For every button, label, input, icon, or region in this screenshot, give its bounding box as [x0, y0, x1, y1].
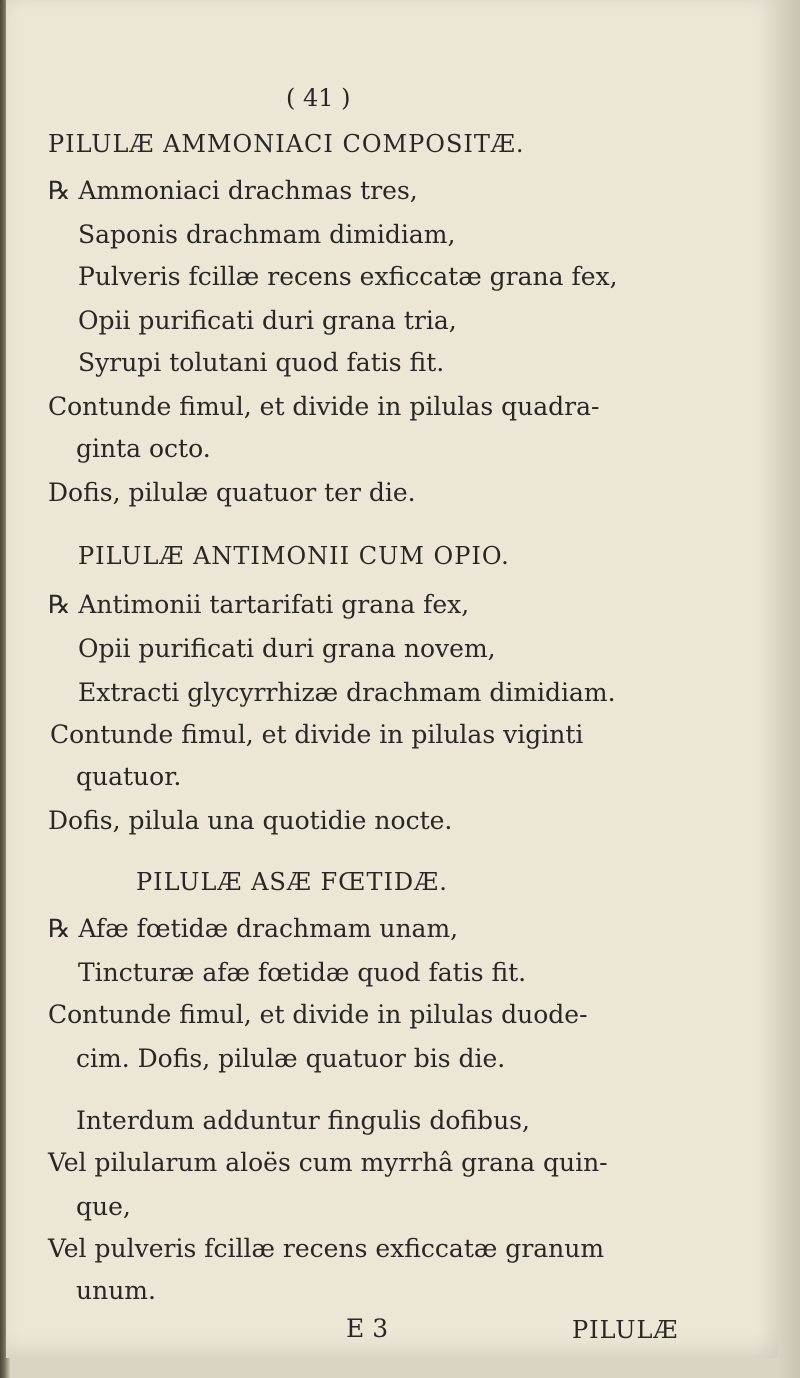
- recipe-line: Vel pilularum aloës cum myrrhâ grana quin-: [48, 1148, 608, 1177]
- recipe-line: Syrupi tolutani quod fatis fit.: [78, 348, 445, 377]
- recipe-line: Vel pulveris fcillæ recens exficcatæ granum: [48, 1234, 605, 1263]
- recipe-line: cim. Dofis, pilulæ quatuor bis die.: [76, 1044, 506, 1073]
- signature-mark: E 3: [346, 1314, 389, 1343]
- recipe-line: Dofis, pilula una quotidie nocte.: [48, 806, 453, 835]
- section-title-ammoniaci: PILULÆ AMMONIACI COMPOSITÆ.: [48, 130, 525, 158]
- recipe-line: Dofis, pilulæ quatuor ter die.: [48, 478, 416, 507]
- recipe-line: Pulveris fcillæ recens exficcatæ grana fex,: [78, 262, 618, 291]
- recipe-line: que,: [76, 1192, 131, 1221]
- recipe-line: Opii purificati duri grana novem,: [78, 634, 496, 663]
- recipe-line: Opii purificati duri grana tria,: [78, 306, 457, 335]
- page-edge: [778, 0, 800, 1378]
- recipe-line: Interdum adduntur fingulis dofibus,: [76, 1106, 530, 1135]
- recipe-line: Saponis drachmam dimidiam,: [78, 220, 456, 249]
- recipe-line: Contunde fimul, et divide in pilulas quadra-: [48, 392, 600, 421]
- section-title-asae-foetidae: PILULÆ ASÆ FŒTIDÆ.: [136, 868, 448, 896]
- recipe-line: ℞ Ammoniaci drachmas tres,: [48, 176, 418, 205]
- recipe-line: Contunde fimul, et divide in pilulas duode-: [48, 1000, 588, 1029]
- recipe-line: Tincturæ afæ fœtidæ quod fatis fit.: [78, 958, 527, 987]
- recipe-line: ℞ Antimonii tartarifati grana fex,: [48, 590, 470, 619]
- recipe-line: unum.: [76, 1276, 156, 1305]
- recipe-line: quatuor.: [76, 762, 182, 791]
- recipe-line: ginta octo.: [76, 434, 211, 463]
- catchword: PILULÆ: [572, 1316, 679, 1344]
- section-title-antimonii: PILULÆ ANTIMONII CUM OPIO.: [78, 542, 510, 570]
- recipe-line: Contunde fimul, et divide in pilulas viginti: [50, 720, 584, 749]
- recipe-line: Extracti glycyrrhizæ drachmam dimidiam.: [78, 678, 616, 707]
- recipe-line: ℞ Afæ fœtidæ drachmam unam,: [48, 914, 459, 943]
- book-page: [6, 0, 778, 1358]
- page-number: ( 41 ): [286, 84, 351, 112]
